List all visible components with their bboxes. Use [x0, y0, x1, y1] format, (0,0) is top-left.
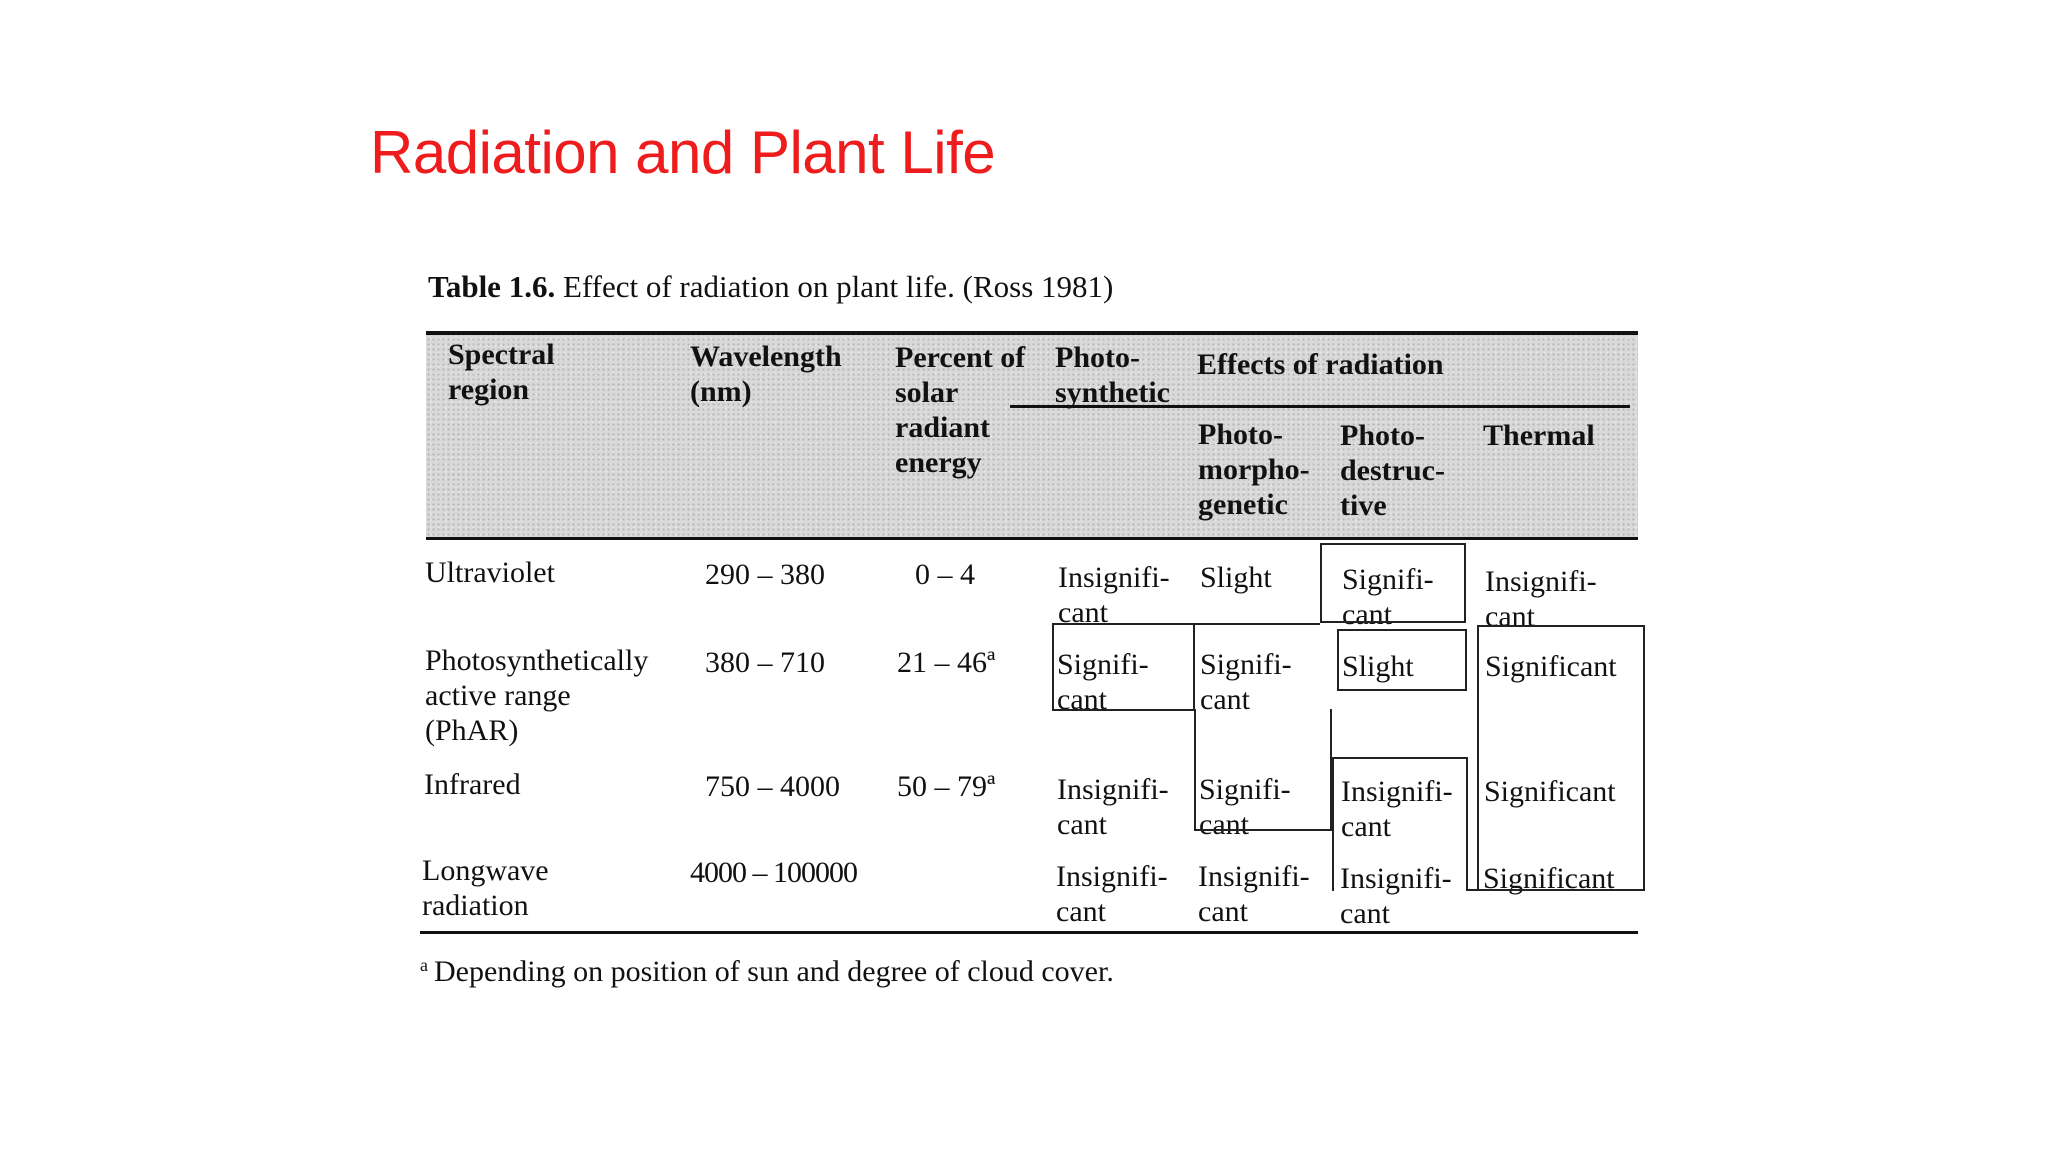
header-photomorphogenetic: Photo- morpho- genetic: [1198, 418, 1310, 521]
row-infrared-photodestructive: Insignifi- cant: [1341, 775, 1453, 843]
row-phar-photomorphogenetic: Signifi- cant: [1200, 648, 1292, 716]
row-ultraviolet-photomorphogenetic: Slight: [1200, 561, 1272, 594]
highlight-box-morpho-connector: [1193, 709, 1196, 711]
row-infrared-percent: 50 – 79ª: [897, 770, 996, 803]
row-ultraviolet-percent: 0 – 4: [915, 558, 975, 591]
header-photosynthetic: Photo- synthetic: [1055, 341, 1170, 409]
header-spectral-region: Spectral region: [448, 338, 555, 406]
row-phar-wavelength: 380 – 710: [705, 646, 825, 679]
row-phar-thermal: Significant: [1485, 650, 1617, 683]
table-bottom-rule: [420, 931, 1638, 934]
header-band: [426, 332, 1638, 540]
row-phar-region: Photosynthetically active range (PhAR): [425, 644, 649, 747]
row-ultraviolet-thermal: Insignifi- cant: [1485, 565, 1597, 633]
header-photodestructive: Photo- destruc- tive: [1340, 419, 1445, 522]
highlight-box-longwave-connector: [1466, 889, 1478, 891]
header-thermal: Thermal: [1483, 419, 1595, 452]
row-ultraviolet-region: Ultraviolet: [425, 556, 555, 589]
row-longwave-photodestructive: Insignifi- cant: [1340, 862, 1452, 930]
row-infrared-photomorphogenetic: Signifi- cant: [1199, 773, 1291, 841]
table-caption-label: Table 1.6.: [428, 269, 556, 304]
row-ultraviolet-wavelength: 290 – 380: [705, 558, 825, 591]
row-infrared-photosynthetic: Insignifi- cant: [1057, 773, 1169, 841]
row-longwave-region: Longwave radiation: [422, 854, 549, 922]
footnote-text: Depending on position of sun and degree of cloud cover.: [434, 955, 1114, 988]
scanned-table-image: [400, 255, 1650, 1035]
row-longwave-wavelength: 4000 – 100000: [690, 856, 857, 889]
row-longwave-thermal: Significant: [1483, 862, 1615, 895]
header-effects-of-radiation: Effects of radiation: [1197, 348, 1444, 381]
row-ultraviolet-photosynthetic: Insignifi- cant: [1058, 561, 1170, 629]
row-ultraviolet-photodestructive: Signifi- cant: [1342, 563, 1434, 631]
table-caption-text: Effect of radiation on plant life. (Ross 1981): [562, 269, 1114, 304]
slide-title: Radiation and Plant Life: [370, 119, 996, 186]
table-footnote: [420, 955, 1114, 989]
row-infrared-wavelength: 750 – 4000: [705, 770, 840, 803]
row-infrared-region: Infrared: [424, 768, 521, 801]
header-percent-solar-energy: Percent of solar radiant energy: [895, 341, 1026, 479]
row-longwave-photosynthetic: Insignifi- cant: [1056, 860, 1168, 928]
footnote-marker: a: [420, 955, 428, 975]
row-phar-photodestructive: Slight: [1342, 650, 1414, 683]
row-infrared-thermal: Significant: [1484, 775, 1616, 808]
top-rule: [426, 331, 1638, 335]
row-phar-percent: 21 – 46ª: [897, 646, 996, 679]
header-bottom-rule: [426, 537, 1638, 540]
row-phar-photosynthetic: Signifi- cant: [1057, 648, 1149, 716]
table-caption: [428, 269, 1113, 305]
row-longwave-photomorphogenetic: Insignifi- cant: [1198, 860, 1310, 928]
header-wavelength: Wavelength (nm): [690, 340, 842, 408]
